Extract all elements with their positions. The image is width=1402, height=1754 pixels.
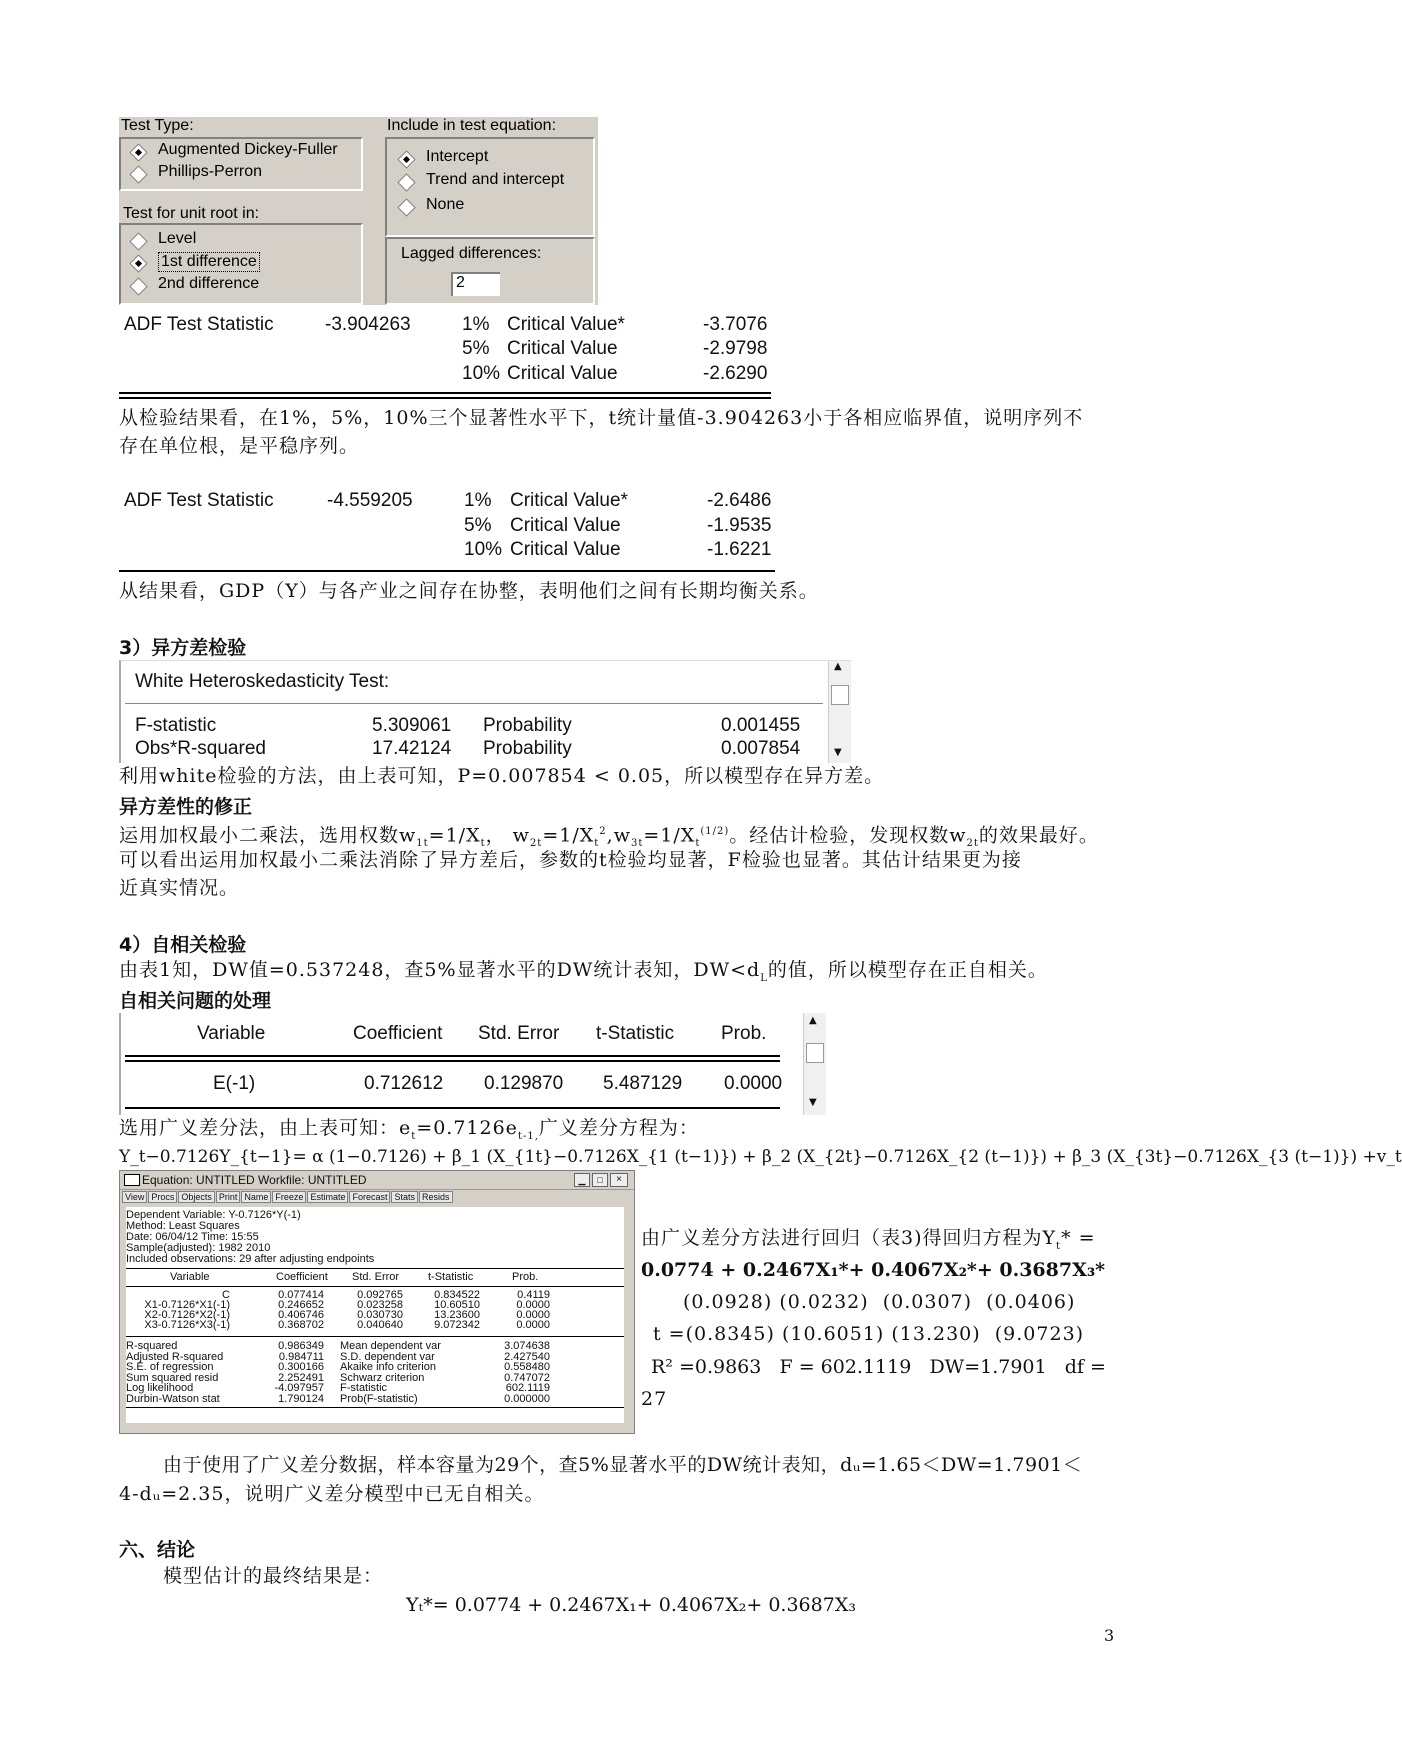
toolbar-button-view[interactable]: View: [122, 1191, 147, 1203]
equation-output: [126, 1207, 624, 1423]
text7-line1: 由于使用了广义差分数据，样本容量为29个，查5%显著水平的DW统计表知，dᵤ=1.65＜DW=1.7901＜: [163, 1454, 1083, 1476]
text4-line3: 近真实情况。: [119, 877, 240, 899]
ecoef-coefficient: 0.712612: [364, 1073, 444, 1094]
eq-stat-value: 2.252491: [278, 1371, 324, 1384]
eq-stat-value: 602.1119: [505, 1382, 550, 1394]
reg-line6: 27: [641, 1388, 668, 1410]
eq-stat-value: 0.300166: [278, 1361, 324, 1373]
page-number: 3: [1104, 1626, 1116, 1645]
eq-col-tstat: t-Statistic: [428, 1271, 474, 1283]
reg-line4: t =(0.8345) (10.6051) (13.230) (9.0723): [653, 1323, 1085, 1345]
toolbar-button-objects[interactable]: Objects: [178, 1191, 215, 1203]
eq-row-value: 0.0000: [516, 1319, 550, 1331]
text4-d: =1/X: [542, 824, 595, 847]
eq-stat-label: Sum squared resid: [126, 1371, 219, 1384]
scroll-down-icon[interactable]: ▼: [834, 747, 842, 758]
gd-equation: Y_t−0.7126Y_{t−1}= α (1−0.7126) + β_1 (X_{1t}−0.7126X_{1 (t−1)}) + β_2 (X_{2t}−0.7126X_{2 (t−1)}) + β_3 (X_{3t}−0.7126X_{3 (t−1)}) +v_t: [119, 1147, 1402, 1167]
unit-root-title: Test for unit root in:: [123, 205, 260, 222]
adf1-value: -3.904263: [325, 314, 411, 335]
eq-rule-2: [126, 1286, 624, 1287]
ecoef-prob: 0.0000: [724, 1073, 783, 1094]
text2: 从结果看，GDP（Y）与各产业之间存在协整，表明他们之间有长期均衡关系。: [119, 580, 819, 602]
eq-row-variable: X3-0.7126*X3(-1): [144, 1319, 230, 1331]
unit-root-1st-difference[interactable]: 1st difference: [158, 252, 260, 272]
conclusion-intro: 模型估计的最终结果是：: [163, 1565, 384, 1587]
scroll-up-icon[interactable]: ▲: [809, 1015, 817, 1026]
text6-c: 广义差分方程为：: [538, 1117, 699, 1139]
adf2-pct-5: 5%: [464, 515, 492, 536]
toolbar-button-print[interactable]: Print: [216, 1191, 241, 1203]
ecoef-scrollbar[interactable]: [803, 1013, 826, 1115]
lagged-differences-label: Lagged differences:: [401, 245, 542, 262]
obs-r2-value: 17.42124: [372, 738, 452, 759]
text4-e: ,w: [606, 824, 631, 847]
reg-line1-sub: t: [1056, 1240, 1062, 1252]
eq-stat-value: 0.986349: [278, 1340, 324, 1352]
toolbar-button-freeze[interactable]: Freeze: [272, 1191, 306, 1203]
scroll-thumb[interactable]: [831, 685, 849, 705]
eq-row-value: 0.834522: [434, 1289, 480, 1301]
adf1-name-1: Critical Value*: [507, 314, 625, 335]
toolbar-button-forecast[interactable]: Forecast: [349, 1191, 390, 1203]
adf2-name-1: Critical Value*: [510, 490, 628, 511]
toolbar-button-procs[interactable]: Procs: [148, 1191, 177, 1203]
eq-row-value: 0.030730: [357, 1309, 403, 1321]
eq-stat-label: S.D. dependent var: [340, 1350, 435, 1363]
adf1-pct-5: 5%: [462, 338, 490, 359]
lagged-differences-input[interactable]: 2: [451, 272, 500, 296]
eq-stat-label: Durbin-Watson stat: [126, 1392, 220, 1405]
text5-b: 的值，所以模型存在正自相关。: [767, 959, 1048, 981]
eq-row-variable: C: [222, 1289, 230, 1301]
eq-header-5: Included observations: 29 after adjusting endpoints: [126, 1253, 375, 1265]
ecoef-stderror: 0.129870: [484, 1073, 564, 1094]
toolbar-button-stats[interactable]: Stats: [391, 1191, 418, 1203]
f-stat-prob: 0.001455: [721, 715, 801, 736]
include-trend-and-intercept[interactable]: Trend and intercept: [426, 171, 565, 188]
eq-stat-label: Prob(F-statistic): [340, 1392, 418, 1405]
f-stat-label: F-statistic: [135, 715, 217, 736]
reg-line1-text: 由广义差分方法进行回归（表3)得回归方程为Y: [641, 1227, 1057, 1249]
eq-stat-value: 0.747072: [504, 1371, 550, 1384]
text6-sub1: t: [411, 1130, 417, 1142]
adf1-name-10: Critical Value: [507, 363, 618, 384]
eq-row-value: 0.406746: [278, 1309, 324, 1321]
window-icon: [124, 1174, 140, 1186]
eq-stat-label: Mean dependent var: [340, 1340, 441, 1352]
text4-sub3: 2t: [529, 838, 543, 850]
unit-root-level[interactable]: Level: [158, 230, 197, 247]
ecoef-variable: E(-1): [213, 1073, 256, 1094]
eq-stat-label: R-squared: [126, 1340, 178, 1352]
adf1-name-5: Critical Value: [507, 338, 618, 359]
reg-line1-end: * =: [1061, 1227, 1096, 1249]
text4-line2: 可以看出运用加权最小二乘法消除了异方差后，参数的t检验均显著，F检验也显著。其估计结果更为接: [119, 849, 1022, 871]
include-intercept[interactable]: Intercept: [426, 148, 489, 165]
text4-a: 运用加权最小二乘法，选用权数w: [119, 824, 417, 847]
text4-sup2: 2: [599, 826, 607, 837]
section3-title: 3）异方差检验: [119, 637, 247, 659]
adf1-rule-b: [119, 397, 771, 399]
text5-sub: L: [760, 972, 768, 984]
ecoef-h-coefficient: Coefficient: [353, 1023, 443, 1044]
eq-rule-3: [126, 1336, 624, 1337]
adf2-crit-5: -1.9535: [707, 515, 772, 536]
white-divider: [125, 703, 823, 704]
eq-header-3: Date: 06/04/12 Time: 15:55: [126, 1231, 259, 1243]
eq-row-value: 0.246652: [278, 1299, 324, 1311]
eq-stat-value: 3.074638: [504, 1340, 550, 1352]
ecoef-tstat: 5.487129: [603, 1073, 683, 1094]
text4-sub2: t: [480, 838, 486, 850]
text4-h: 的效果最好。: [978, 824, 1099, 847]
obs-r2-prob: 0.007854: [721, 738, 801, 759]
obs-r2-label: Obs*R-squared: [135, 738, 266, 759]
text6-sub2: t-1,: [517, 1130, 539, 1142]
text3: 利用white检验的方法，由上表可知，P=0.007854 < 0.05，所以模型存在异方差。: [119, 765, 885, 787]
eq-stat-value: -4.097957: [274, 1382, 324, 1394]
eq-col-variable: Variable: [170, 1271, 210, 1283]
eq-rule-4: [126, 1407, 624, 1408]
scroll-down-icon[interactable]: ▼: [809, 1097, 817, 1108]
text4-c: ， w: [485, 824, 530, 847]
eq-row-value: 0.092765: [357, 1289, 403, 1301]
section6-title: 六、结论: [119, 1539, 196, 1561]
eq-header-1: Dependent Variable: Y-0.7126*Y(-1): [126, 1209, 301, 1221]
eq-stat-value: 0.000000: [504, 1392, 550, 1405]
adf2-value: -4.559205: [327, 490, 413, 511]
text5-a: 由表1知，DW值=0.537248，查5%显著水平的DW统计表知，DW<d: [119, 959, 761, 981]
eq-row-value: 0.077414: [278, 1289, 324, 1301]
reg-line2: 0.0774 + 0.2467X₁*+ 0.4067X₂*+ 0.3687X₃*: [641, 1259, 1106, 1281]
reg-line3: (0.0928) (0.0232) (0.0307) (0.0406): [683, 1291, 1076, 1313]
text4-g: 。经估计检验，发现权数w: [729, 824, 967, 847]
text4-sub1: 1t: [416, 838, 429, 850]
eq-col-coefficient: Coefficient: [276, 1271, 328, 1283]
ecoef-h-stderror: Std. Error: [478, 1023, 560, 1044]
f-stat-prob-label: Probability: [483, 715, 572, 736]
text4-f: =1/X: [643, 824, 696, 847]
adf-dialog: [119, 117, 598, 305]
fix-title: 异方差性的修正: [119, 796, 253, 818]
toolbar-button-resids[interactable]: Resids: [419, 1191, 453, 1203]
ecoef-box: [119, 1013, 826, 1115]
eq-row-value: 0.040640: [357, 1319, 403, 1331]
eq-row-value: 0.0000: [516, 1309, 550, 1321]
toolbar-button-name[interactable]: Name: [241, 1191, 271, 1203]
text1-line2: 存在单位根，是平稳序列。: [119, 435, 360, 457]
adf2-crit-10: -1.6221: [707, 539, 772, 560]
adf1-crit-1: -3.7076: [703, 314, 768, 335]
text4-sub3b: 2t: [966, 838, 979, 850]
text4-sub2b: t: [594, 838, 600, 850]
close-icon[interactable]: ×: [610, 1173, 628, 1187]
adf2-name-5: Critical Value: [510, 515, 621, 536]
eq-row-value: 13.23600: [434, 1309, 480, 1321]
test-type-title: Test Type:: [121, 117, 194, 134]
eq-row-value: 10.60510: [434, 1299, 480, 1311]
eq-stat-label: S.E. of regression: [126, 1361, 214, 1373]
eq-stat-value: 2.427540: [504, 1350, 550, 1363]
text4-b: =1/X: [428, 824, 481, 847]
adf2-pct-10: 10%: [464, 539, 503, 560]
adf1-pct-1: 1%: [462, 314, 490, 335]
test-type-option-adf[interactable]: Augmented Dickey-Fuller: [158, 141, 338, 158]
scroll-up-icon[interactable]: ▲: [834, 661, 842, 672]
text4-sub4: 3t: [630, 838, 644, 850]
adf1-crit-10: -2.6290: [703, 363, 768, 384]
window-title: Equation: UNTITLED Workfile: UNTITLED: [142, 1173, 367, 1187]
text1-line1: 从检验结果看，在1%，5%，10%三个显著性水平下，t统计量值-3.904263小于各相应临界值，说明序列不: [119, 407, 1084, 429]
adf2-name-10: Critical Value: [510, 539, 621, 560]
eq-row-value: 0.368702: [278, 1319, 324, 1331]
text7-line2: 4-dᵤ=2.35，说明广义差分模型中已无自相关。: [119, 1483, 545, 1505]
eq-rule-1: [126, 1268, 624, 1269]
ecoef-h-tstat: t-Statistic: [596, 1023, 675, 1044]
text4-sub2c: t: [695, 838, 701, 850]
eq-row-value: 0.4119: [517, 1289, 550, 1301]
eq-stat-label: Adjusted R-squared: [126, 1350, 224, 1363]
toolbar-button-estimate[interactable]: Estimate: [307, 1191, 348, 1203]
eq-stat-label: Log likelihood: [126, 1382, 194, 1394]
eq-stat-value: 0.558480: [504, 1361, 550, 1373]
text4-sup3: (1/2): [700, 826, 730, 837]
f-stat-value: 5.309061: [372, 715, 452, 736]
adf2-crit-1: -2.6486: [707, 490, 772, 511]
equation-titlebar: [120, 1171, 634, 1190]
adf1-pct-10: 10%: [462, 363, 501, 384]
eq-stat-label: Akaike info criterion: [340, 1361, 436, 1373]
eq-header-2: Method: Least Squares: [126, 1220, 240, 1232]
include-title: Include in test equation:: [387, 117, 557, 134]
white-scrollbar[interactable]: [828, 661, 851, 763]
adf2-pct-1: 1%: [464, 490, 492, 511]
text6-a: 选用广义差分法，由上表可知：e: [119, 1117, 412, 1139]
equation-window: [119, 1170, 635, 1434]
eq-col-prob: Prob.: [512, 1271, 539, 1283]
include-none[interactable]: None: [426, 196, 465, 213]
ecoef-rule-b: [125, 1060, 780, 1062]
adf2-rule: [119, 570, 775, 572]
reg-line5: R² =0.9863 F = 602.1119 DW=1.7901 df =: [651, 1356, 1106, 1378]
white-test-box: [119, 660, 851, 763]
ecoef-rule-a: [125, 1055, 780, 1057]
text6-b: =0.7126e: [416, 1117, 518, 1139]
autocorr-title: 自相关问题的处理: [119, 990, 272, 1012]
adf1-rule-a: [119, 392, 771, 394]
eq-row-variable: X1-0.7126*X1(-1): [144, 1299, 230, 1311]
adf1-label: ADF Test Statistic: [124, 314, 274, 335]
eq-stat-label: F-statistic: [340, 1382, 388, 1394]
unit-root-2nd-difference[interactable]: 2nd difference: [158, 275, 260, 292]
scroll-thumb[interactable]: [806, 1043, 824, 1063]
adf2-label: ADF Test Statistic: [124, 490, 274, 511]
minimize-icon[interactable]: ▁: [574, 1173, 590, 1187]
eq-row-value: 0.0000: [516, 1299, 550, 1311]
ecoef-h-variable: Variable: [197, 1023, 266, 1044]
eq-row-value: 9.072342: [434, 1319, 480, 1331]
white-test-title: White Heteroskedasticity Test:: [135, 671, 390, 692]
obs-r2-prob-label: Probability: [483, 738, 572, 759]
eq-col-stderror: Std. Error: [352, 1271, 400, 1283]
eq-header-4: Sample(adjusted): 1982 2010: [126, 1242, 271, 1254]
final-equation: Yₜ*= 0.0774 + 0.2467X₁+ 0.4067X₂+ 0.3687X₃: [406, 1594, 856, 1616]
ecoef-h-prob: Prob.: [721, 1023, 767, 1044]
eq-row-value: 0.023258: [357, 1299, 403, 1311]
eq-row-variable: X2-0.7126*X2(-1): [144, 1309, 230, 1321]
maximize-icon[interactable]: □: [592, 1173, 608, 1187]
eq-stat-label: Schwarz criterion: [340, 1371, 425, 1384]
eq-stat-value: 0.984711: [278, 1350, 324, 1363]
eq-stat-value: 1.790124: [278, 1392, 324, 1405]
equation-toolbar: [122, 1191, 453, 1203]
ecoef-rule-c: [125, 1107, 780, 1109]
adf1-crit-5: -2.9798: [703, 338, 768, 359]
test-type-option-pp[interactable]: Phillips-Perron: [158, 163, 263, 180]
section4-title: 4）自相关检验: [119, 934, 247, 956]
